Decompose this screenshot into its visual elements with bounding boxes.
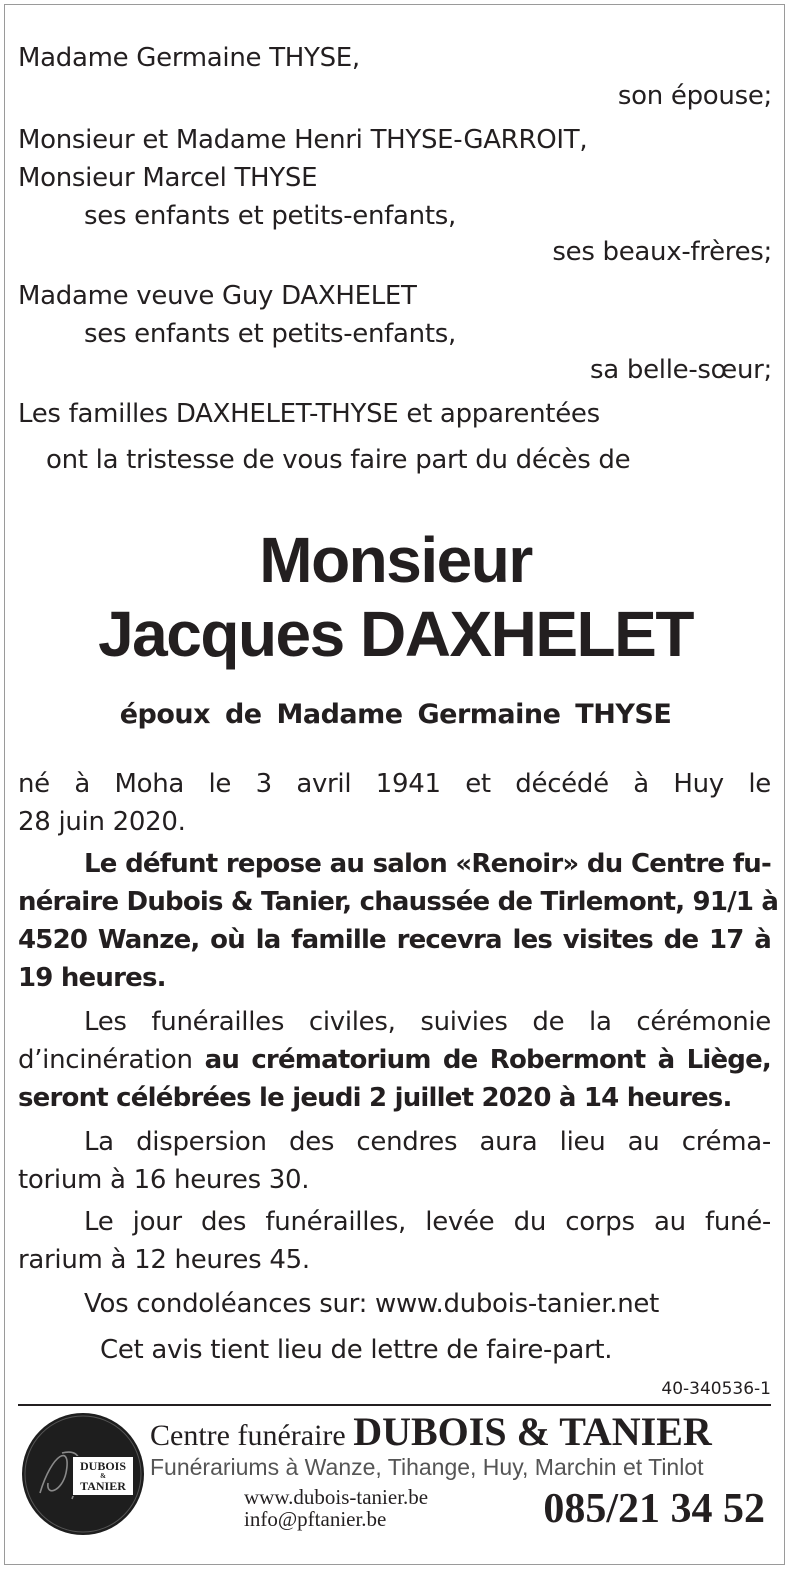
- repose-line-1: Le défunt repose au salon «Renoir» du Centre fu-: [84, 849, 771, 879]
- reference-number: 40-340536-1: [661, 1379, 771, 1399]
- repose-line-4: 19 heures.: [18, 963, 166, 993]
- logo-text-tanier: TANIER: [80, 1479, 126, 1493]
- funeral-line-2: [18, 1044, 771, 1076]
- birth-line-2: 28 juin 2020.: [18, 807, 186, 837]
- funeral-home-locations: Funérariums à Wanze, Tihange, Huy, Marchin et Tinlot: [150, 1454, 704, 1480]
- logo-badge: [72, 1456, 134, 1496]
- funeral-line-1: Les funérailles civiles, suivies de la cérémonie: [84, 1007, 771, 1037]
- footer-divider: [18, 1404, 771, 1406]
- funeral-home-logo: [22, 1413, 144, 1535]
- repose-line-3: 4520 Wanze, où la famille recevra les visites de 17 à: [18, 925, 771, 955]
- family-line-widow: Madame Germaine THYSE,: [18, 43, 360, 73]
- levee-line-2: rarium à 12 heures 45.: [18, 1245, 310, 1275]
- funeral-line-2-plain: d’incinération: [18, 1045, 205, 1075]
- deceased-name: Jacques DAXHELET: [98, 598, 693, 670]
- family-line-spouse-role: son épouse;: [617, 81, 772, 111]
- levee-line-1: Le jour des funérailles, levée du corps au funé-: [84, 1207, 771, 1237]
- notice-line: Cet avis tient lieu de lettre de faire-part.: [100, 1335, 613, 1365]
- family-line-children-1: ses enfants et petits-enfants,: [84, 201, 456, 231]
- family-line-sister-in-law: sa belle-sœur;: [590, 355, 772, 385]
- funeral-home-lead: Centre funéraire: [150, 1419, 354, 1452]
- dispersion-line-2: torium à 16 heures 30.: [18, 1165, 310, 1195]
- funeral-home-phone: 085/21 34 52: [543, 1486, 765, 1532]
- family-line-brothers-in-law: ses beaux-frères;: [552, 237, 772, 267]
- family-line-families: Les familles DAXHELET-THYSE et apparentées: [18, 399, 600, 429]
- funeral-line-3: seront célébrées le jeudi 2 juillet 2020 à 14 heures.: [18, 1083, 732, 1113]
- funeral-home-title: [150, 1408, 712, 1455]
- logo-text-dubois: DUBOIS: [79, 1459, 126, 1473]
- family-line-children-2: ses enfants et petits-enfants,: [84, 319, 456, 349]
- deceased-title: Monsieur: [259, 524, 532, 596]
- funeral-line-2-bold: au crématorium de Robermont à Liège,: [204, 1045, 772, 1075]
- announcement-line: ont la tristesse de vous faire part du décès de: [46, 445, 631, 475]
- funeral-home-website[interactable]: www.dubois-tanier.be: [244, 1485, 429, 1509]
- deceased-spouse: époux de Madame Germaine THYSE: [119, 699, 672, 730]
- funeral-home-email[interactable]: info@pftanier.be: [244, 1507, 387, 1531]
- family-line-marcel: Monsieur Marcel THYSE: [18, 163, 318, 193]
- birth-line-1: né à Moha le 3 avril 1941 et décédé à Huy le: [18, 769, 771, 799]
- logo-text-amp: &: [100, 1472, 106, 1480]
- repose-line-2: néraire Dubois & Tanier, chaussée de Tirlemont, 91/1 à: [18, 887, 779, 917]
- funeral-home-brand: DUBOIS & TANIER: [353, 1409, 712, 1454]
- dispersion-line-1: La dispersion des cendres aura lieu au créma-: [84, 1127, 771, 1157]
- condolences-line: Vos condoléances sur: www.dubois-tanier.net: [84, 1289, 659, 1319]
- family-line-henri: Monsieur et Madame Henri THYSE-GARROIT,: [18, 125, 588, 155]
- family-line-veuve: Madame veuve Guy DAXHELET: [18, 281, 417, 311]
